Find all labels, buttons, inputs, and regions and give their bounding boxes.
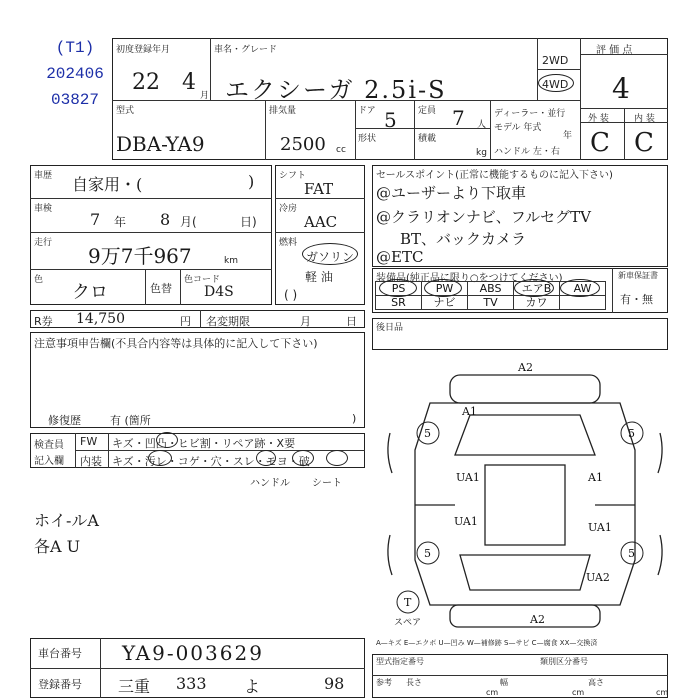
inspector-label1: 検査員 <box>34 440 64 451</box>
equip-empty <box>559 295 606 310</box>
stamp-line3: 03827 <box>50 91 99 109</box>
tire-rl: 5 <box>424 547 431 560</box>
stamp-line1: (T1) <box>55 39 95 57</box>
car-type-value: 自家用・( <box>72 175 143 194</box>
yen-unit: 円 <box>180 315 191 328</box>
chassis-label: 車台番号 <box>38 647 82 660</box>
mileage-label: 走行 <box>34 238 53 248</box>
reg-area: 三重 <box>118 677 151 696</box>
height-label: 高さ <box>588 678 604 687</box>
rear-window <box>460 555 590 590</box>
mileage-value: 9万7千967 <box>88 244 192 268</box>
car-name-label: 車名・グレード <box>214 45 278 55</box>
dmg-rear-bumper: A2 <box>530 613 545 626</box>
fuel-gas: ガソリン <box>306 250 355 264</box>
equipment-title: 装備品(純正品に限り○をつけてください) <box>376 273 563 284</box>
equip-pw: PW <box>421 281 468 296</box>
first-reg-label: 初度登録年月 <box>116 45 171 55</box>
color-value: クロ <box>72 282 108 303</box>
cm-unit-2: cm <box>572 688 585 697</box>
drive-2wd: 2WD <box>542 54 569 67</box>
damage-legend: A—キズ E—エクボ U—凹み W—補修跡 S—サビ C—腐食 XX—交換済 <box>376 639 598 647</box>
circle-tear <box>326 450 348 466</box>
fuel-label: 燃料 <box>279 238 298 248</box>
notes-title: 注意事項申告欄(不具合内容等は具体的に記入して下さい) <box>34 337 318 350</box>
car-diagram <box>380 355 670 655</box>
inspect-day-unit: 日) <box>240 215 257 229</box>
model-year-label: モデル 年式 <box>494 123 542 133</box>
car-type-label: 車歴 <box>34 171 53 181</box>
drive-4wd: 4WD <box>542 78 569 91</box>
dealer-label: ディーラー・並行 <box>494 109 566 119</box>
dmg-right-rear-door: UA1 <box>588 521 612 534</box>
fuel-paren: ( ) <box>284 288 298 302</box>
inspector-label2: 記入欄 <box>34 456 64 467</box>
displacement-value: 2500 <box>280 134 326 155</box>
dmg-right-quarter: UA2 <box>586 571 610 584</box>
model-value: DBA-YA9 <box>116 132 205 156</box>
capacity-value: 7 <box>452 106 465 130</box>
equip-airbag-circle <box>514 279 554 297</box>
drive-4wd-circle <box>538 74 574 92</box>
sales-points-title: セールスポイント(正常に機能するものに記入下さい) <box>376 170 613 181</box>
width-label: 幅 <box>500 678 508 687</box>
equip-abs: ABS <box>467 281 514 296</box>
front-left-wheel-arc <box>388 433 392 473</box>
displacement-label: 排気量 <box>269 106 297 116</box>
circle-stain <box>148 450 172 466</box>
shape-label: 形状 <box>358 134 377 144</box>
sales-line2: @クラリオンナビ、フルセグTV <box>376 208 591 226</box>
equip-leather: カワ <box>513 295 560 310</box>
sales-line3: BT、バックカメラ <box>400 230 527 248</box>
dmg-hood-left: A1 <box>462 405 477 418</box>
dmg-left-rear-door: UA1 <box>454 515 478 528</box>
kg-unit: kg <box>476 148 487 158</box>
fuel-light: 軽 油 <box>305 270 333 284</box>
eval-label: 評 価 点 <box>596 45 633 56</box>
cc-unit: cc <box>336 145 346 155</box>
model-label: 型式 <box>116 106 135 116</box>
fw-label: FW <box>80 435 98 448</box>
exterior-grade: C <box>590 128 610 158</box>
annotation-handle: ハンドル <box>250 478 290 489</box>
category-number-label: 類別区分番号 <box>540 657 588 666</box>
equip-sr: SR <box>375 295 422 310</box>
fw-items: キズ・凹凸・ヒビ割・リペア跡・X要 <box>112 437 296 450</box>
first-reg-year: 22 <box>132 70 160 95</box>
equip-aw: AW <box>559 281 606 296</box>
inspect-month: 8 <box>160 210 171 229</box>
spare-caption: スペア <box>394 618 422 628</box>
shift-value: FAT <box>304 180 334 198</box>
inspect-year: 7 <box>90 210 101 229</box>
equip-pw-circle <box>424 279 462 297</box>
inspect-y-unit: 年 <box>114 215 127 229</box>
car-name: エクシーガ 2.5i-S <box>225 76 447 104</box>
year-unit: 年 <box>563 131 573 141</box>
circle-dent <box>156 432 178 448</box>
type-number-label: 型式指定番号 <box>376 657 424 666</box>
repaint-label: 色替 <box>150 282 172 295</box>
exterior-label: 外 装 <box>588 114 609 124</box>
capacity-label: 定員 <box>418 106 437 116</box>
interior-label: 内 装 <box>634 114 655 124</box>
length-label: 長さ <box>406 678 422 687</box>
repair-close: ) <box>352 412 357 425</box>
equip-airbag: エアB <box>513 281 560 296</box>
stamp <box>40 35 110 113</box>
interior-grade: C <box>634 128 654 158</box>
transfer-month: 月 <box>300 315 311 328</box>
recycle-value: 14,750 <box>76 311 125 327</box>
dmg-right-front-door: A1 <box>588 471 603 484</box>
dmg-left-front-door: UA1 <box>456 471 480 484</box>
handwritten-wheel: ホイ-ルA <box>34 511 99 530</box>
dmg-front-bumper: A2 <box>518 361 533 374</box>
rear-right-wheel-arc <box>658 535 662 575</box>
chassis-number: YA9-003629 <box>122 641 264 665</box>
equip-tv: TV <box>467 295 514 310</box>
later-items-label: 後日品 <box>376 323 404 333</box>
inspect-m-unit: 月( <box>180 215 197 229</box>
repair-value: 有 (箇所 <box>110 414 151 427</box>
reg-number: 98 <box>324 674 345 693</box>
shift-label: シフト <box>279 171 307 181</box>
tire-rr: 5 <box>628 547 635 560</box>
month-unit: 月 <box>200 91 210 101</box>
car-type-close: ) <box>248 172 255 191</box>
sales-line1: @ユーザーより下取車 <box>376 184 527 202</box>
cm-unit-1: cm <box>486 688 499 697</box>
fuel-gas-circle <box>302 243 358 265</box>
rear-bumper-shape <box>450 605 600 627</box>
equip-aw-circle <box>560 279 600 297</box>
warranty-value: 有・無 <box>620 293 653 306</box>
equip-ps-circle <box>379 279 417 297</box>
color-label: 色 <box>34 275 44 285</box>
load-label: 積載 <box>418 134 437 144</box>
equip-navi: ナビ <box>421 295 468 310</box>
roof <box>485 465 565 545</box>
color-code-value: D4S <box>204 284 234 300</box>
rear-left-wheel-arc <box>388 535 392 575</box>
tire-fr: 5 <box>628 427 635 440</box>
later-items-box <box>372 318 668 350</box>
doors-label: ドア <box>358 106 376 116</box>
interior-row-label: 内装 <box>80 455 102 468</box>
transfer-label: 名変期限 <box>206 315 250 328</box>
km-unit: km <box>224 256 238 266</box>
eval-score: 4 <box>612 72 630 105</box>
tire-fl: 5 <box>424 427 431 440</box>
reg-label: 登録番号 <box>38 678 82 691</box>
repair-label: 修復歴 <box>48 414 81 427</box>
transfer-day: 日 <box>346 315 357 328</box>
handwritten-each: 各A U <box>34 537 81 556</box>
ac-value: AAC <box>304 213 338 231</box>
first-reg-month: 4 <box>182 70 196 95</box>
reg-class: 333 <box>176 674 207 693</box>
interior-items: キズ・汚レ・コゲ・穴・スレ・モヨ・破 <box>112 455 310 468</box>
front-bumper-shape <box>450 375 600 403</box>
ac-label: 冷房 <box>279 204 298 214</box>
annotation-seat: シート <box>312 478 342 489</box>
color-code-label: 色コード <box>184 275 221 285</box>
handle-label: ハンドル 左・右 <box>494 147 560 157</box>
person-unit: 人 <box>477 120 487 130</box>
front-right-wheel-arc <box>658 433 662 473</box>
doors-value: 5 <box>384 108 397 132</box>
warranty-label: 新車保証書 <box>618 271 658 280</box>
inspect-label: 車検 <box>34 204 53 214</box>
circle-mold <box>292 450 314 466</box>
sales-line4: @ETC <box>376 248 424 266</box>
reg-kana: よ <box>244 677 261 696</box>
reference-label: 参考 <box>376 678 392 687</box>
equip-ps: PS <box>375 281 422 296</box>
windshield <box>455 415 595 455</box>
spare-tire: T <box>404 596 412 609</box>
stamp-line2: 202406 <box>46 65 104 83</box>
cm-unit-3: cm <box>656 688 669 697</box>
circle-wear <box>256 450 276 466</box>
recycle-label: R券 <box>34 315 53 328</box>
